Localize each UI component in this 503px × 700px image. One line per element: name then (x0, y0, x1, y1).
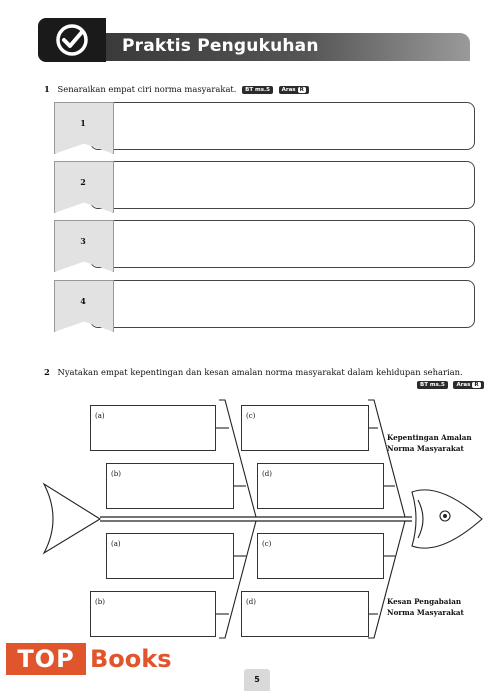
box-label: (a) (111, 540, 121, 548)
label-kesan (387, 596, 464, 618)
aras-level: R (474, 381, 479, 388)
box-label: (b) (95, 598, 105, 606)
box-label: (c) (246, 412, 256, 420)
bt-reference-tag: BT ms.5 (417, 381, 448, 389)
fishbone-box-upper-d[interactable] (257, 463, 384, 509)
page-title: Praktis Pengukuhan (122, 36, 319, 56)
fishbone-box-lower-a[interactable] (106, 533, 234, 579)
label-line: Kesan Pengabaian (387, 597, 462, 606)
label-kepentingan (387, 432, 472, 454)
watermark-top: TOP (6, 643, 86, 675)
aras-label: Aras (281, 86, 296, 93)
box-label: (b) (111, 470, 121, 478)
watermark-books: Books (90, 645, 172, 673)
page-number: 5 (244, 669, 270, 691)
row-number: 3 (80, 236, 86, 246)
label-line: Kepentingan Amalan (387, 433, 472, 442)
question-2-number: 2 (44, 367, 50, 377)
question-2-text: Nyatakan empat kepentingan dan kesan amalan norma masyarakat dalam kehidupan seharian. (57, 367, 463, 377)
aras-level: R (299, 86, 304, 93)
row-number: 1 (80, 118, 86, 128)
aras-label: Aras (456, 381, 471, 388)
fishbone-box-lower-c[interactable] (257, 533, 384, 579)
question-1-text: Senaraikan empat ciri norma masyarakat. (57, 84, 237, 94)
fishbone-box-upper-a[interactable] (90, 405, 216, 451)
box-label: (d) (246, 598, 256, 606)
box-label: (d) (262, 470, 272, 478)
box-label: (a) (95, 412, 105, 420)
box-label: (c) (262, 540, 272, 548)
bt-reference-tag: BT ms.5 (242, 86, 273, 94)
question-1-number: 1 (44, 84, 50, 94)
label-line: Norma Masyarakat (387, 608, 464, 617)
fishbone-box-lower-d[interactable] (241, 591, 369, 637)
row-number: 2 (80, 177, 86, 187)
row-number: 4 (80, 296, 86, 306)
fishbone-box-upper-b[interactable] (106, 463, 234, 509)
topbooks-watermark (6, 643, 182, 675)
label-line: Norma Masyarakat (387, 444, 464, 453)
fishbone-box-upper-c[interactable] (241, 405, 369, 451)
fishbone-box-lower-b[interactable] (90, 591, 216, 637)
